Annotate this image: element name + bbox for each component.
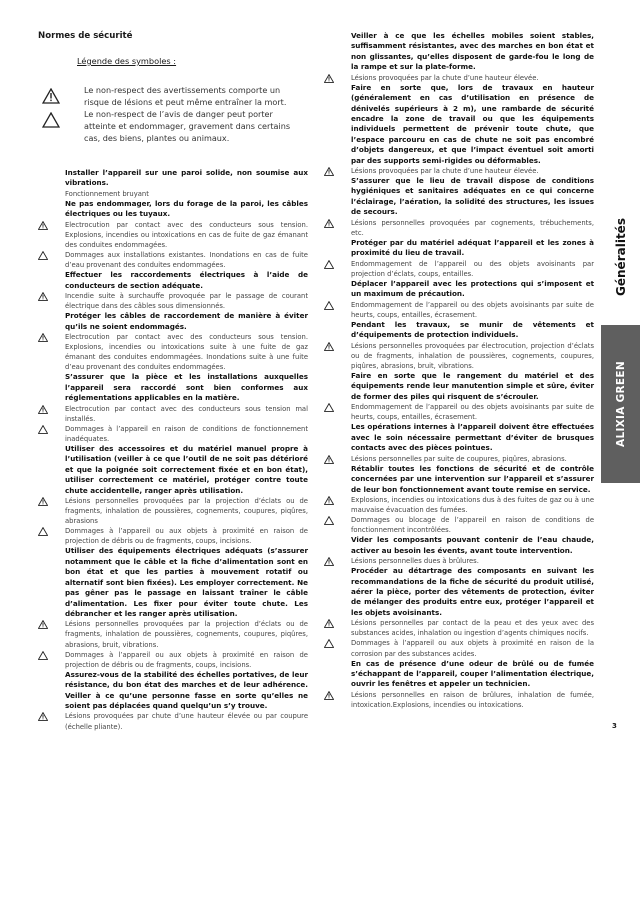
warning-triangle-outline-icon <box>324 639 334 648</box>
legend-text: Le non-respect des avertissements comporte un risque de lésions et peut même entraîner la mort. <box>84 85 287 107</box>
risk-item <box>324 300 594 320</box>
warning-triangle-icon <box>42 88 60 108</box>
risk-text: Lésions personnelles par suite de coupures, piqûres, abrasions. <box>351 454 567 463</box>
risk-item <box>324 690 594 710</box>
warning-triangle-icon <box>324 74 334 83</box>
instruction-item <box>324 464 594 495</box>
warning-triangle-outline-icon <box>38 527 48 536</box>
risk-item <box>324 454 594 464</box>
left-column <box>38 168 308 732</box>
risk-item <box>38 650 308 670</box>
instruction-text: Les opérations internes à l’appareil doivent être effectuées avec le soin nécessaire permettant d’éviter de brusques contacts avec des pièces pointues. <box>351 422 594 453</box>
risk-item <box>324 218 594 238</box>
instruction-text: Faire en sorte que le rangement du matériel et des équipements rende leur manutention simple et sûre, éviter de former des piles qui risquent de s’écrouler. <box>351 370 594 401</box>
warning-triangle-outline-icon <box>38 251 48 260</box>
risk-text: Endommagement de l’appareil ou des objets avoisinants par suite de heurts, coups, entailles, écrasement. <box>351 403 594 422</box>
warning-triangle-icon <box>38 405 48 414</box>
page-title: Normes de sécurité <box>38 31 133 41</box>
instruction-item <box>324 659 594 690</box>
instruction-item <box>38 670 308 712</box>
instruction-text: Rétablir toutes les fonctions de sécurité et de contrôle concernées par une intervention sur l’appareil et s’assurer de leur bon fonctionnement avant toute remise en service. <box>351 463 594 494</box>
risk-text: Electrocution par contact avec des conducteurs sous tension mal installés. <box>65 404 308 423</box>
risk-item <box>38 404 308 424</box>
warning-triangle-icon <box>324 496 334 505</box>
risk-item <box>324 259 594 279</box>
warning-triangle-icon <box>38 333 48 342</box>
risk-item <box>38 496 308 526</box>
warning-triangle-icon <box>38 292 48 301</box>
warning-triangle-icon <box>38 221 48 230</box>
section-title: Généralités <box>613 218 628 296</box>
risk-text: Explosions, incendies ou intoxications dus à des fuites de gaz ou à une mauvaise évacuation des fumées. <box>351 495 594 514</box>
risk-text: Lésions provoquées par chute d’une hauteur élevée ou par coupure (échelle pliante). <box>65 712 308 731</box>
warning-triangle-outline-icon <box>324 260 334 269</box>
instruction-text: Pendant les travaux, se munir de vêtements et d’équipements de protection individuels. <box>351 319 594 340</box>
risk-item <box>38 332 308 372</box>
instruction-item <box>38 311 308 332</box>
risk-text: Lésions provoquées par la chute d’une hauteur élevée. <box>351 166 539 175</box>
risk-item <box>324 166 594 176</box>
instruction-item <box>38 168 308 199</box>
risk-text: Lésions provoquées par la chute d’une hauteur élevée. <box>351 73 539 82</box>
instruction-text: Protéger les câbles de raccordement de manière à éviter qu’ils ne soient endommagés. <box>65 311 308 331</box>
legend-text: Le non-respect de l’avis de danger peut porter atteinte et endommager, gravement dans certains cas, des biens, plantes ou animaux. <box>84 109 291 143</box>
risk-text: Lésions personnelles provoquées par électrocution, projection d’éclats ou de fragments, inhalation de poussières, cognements, coupures, piqûres, abrasions, bruit, vibrations. <box>351 341 594 370</box>
risk-text: Dommages à l’appareil ou aux objets à proximité en raison de projection de débris ou de fragments, coups, incisions. <box>65 650 308 669</box>
risk-item <box>38 711 308 731</box>
instruction-text: Installer l’appareil sur une paroi solide, non soumise aux vibrations. <box>65 168 308 188</box>
warning-triangle-icon <box>324 557 334 566</box>
warning-triangle-outline-icon <box>324 516 334 525</box>
instruction-item <box>324 566 594 618</box>
instruction-item <box>38 444 308 496</box>
instruction-text: Faire en sorte que, lors de travaux en hauteur (généralement en cas d’utilisation en présence de dénivelés supérieurs à 2 m), une rambarde de sécurité encadre la zone de travail ou que les équipements individuels permettent de prévenir toute chute, que l’espace parcouru en cas de chute ne soit pas encombré d’objets dangereux, et que l’impact éventuel soit amorti par des supports semi-rigides ou déformables. <box>351 82 594 165</box>
page-number: 3 <box>612 722 617 730</box>
risk-text: Dommages à l’appareil ou aux objets à proximité en raison de la corrosion par des substances acides. <box>351 639 594 658</box>
risk-item <box>38 250 308 270</box>
risk-item <box>38 424 308 444</box>
instruction-text: Déplacer l’appareil avec les protections qui s’imposent et un maximum de précaution. <box>351 278 594 299</box>
warning-triangle-icon <box>38 497 48 506</box>
instruction-text: Utiliser des accessoires et du matériel manuel propre à l’utilisation (veiller à ce que l’outil de ne soit pas détérioré et que la poignée soit correctement fixée et en bon état), utiliser correctement ce matériel, protéger contre toute chute accidentelle, ranger après utilisation. <box>65 443 308 495</box>
risk-text: Lésions personnelles provoquées par cognements, trébuchements, etc. <box>351 218 594 237</box>
instruction-text: Procéder au détartrage des composants en suivant les recommandations de la fiche de sécurité du produit utilisé, aérer la pièce, porter des vêtements de protection, éviter de mélanger des produits entre eux, protéger l’appareil et les objets avoisinants. <box>351 566 594 617</box>
warning-triangle-icon <box>324 691 334 700</box>
instruction-item <box>324 371 594 402</box>
risk-text: Electrocution par contact avec des conducteurs sous tension. Explosions, incendies ou intoxications en cas de fuite de gaz émanant des conduites endommagées. <box>65 220 308 249</box>
sidebar-brand-band <box>601 325 640 483</box>
warning-triangle-icon <box>324 219 334 228</box>
risk-text: Dommages aux installations existantes. Inondations en cas de fuite d’eau provenant des conduites endommagées. <box>65 251 308 270</box>
risk-item <box>38 526 308 546</box>
instruction-item <box>324 422 594 453</box>
risk-item <box>324 402 594 422</box>
warning-triangle-outline-icon <box>38 425 48 434</box>
instruction-item <box>324 320 594 341</box>
risk-item <box>38 291 308 311</box>
warning-triangle-outline-icon <box>42 112 60 132</box>
instruction-text: En cas de présence d’une odeur de brûlé ou de fumée s’échappant de l’appareil, couper l’alimentation électrique, ouvrir les fenêtres et appeler un technicien. <box>351 658 594 689</box>
instruction-item <box>38 199 308 220</box>
instruction-text: S’assurer que la pièce et les installations auxquelles l’appareil sera raccordé sont bien conformes aux réglementations applicables en la matière. <box>65 372 308 403</box>
warning-triangle-icon <box>324 342 334 351</box>
risk-text: Dommages à l’appareil en raison de conditions de fonctionnement inadéquates. <box>65 424 308 443</box>
warning-triangle-icon <box>324 167 334 176</box>
risk-item <box>324 341 594 371</box>
risk-text: Electrocution par contact avec des conducteurs sous tension. Explosions, incendies ou intoxications suite à une fuite de gaz émanant des conduites endommagées. Inondations suite à une fuite d’eau provenant des conduites endommagées. <box>65 333 308 372</box>
instruction-text: Ne pas endommager, lors du forage de la paroi, les câbles électriques ou les tuyaux. <box>65 198 308 219</box>
instruction-text: Utiliser des équipements électriques adéquats (s’assurer notamment que le câble et la fiche d’alimentation sont en bon état et que les parties à mouvement rotatif ou alternatif sont bien fixées). Les employer correctement. Ne pas gêner pas le passage en laissant traîner le câble d’alimentation. Les fixer pour éviter toute chute. Les débrancher et les ranger après utilisation. <box>65 546 308 618</box>
instruction-item <box>324 83 594 166</box>
risk-text: Lésions personnelles en raison de brûlures, inhalation de fumée, intoxication.Explosions, incendies ou intoxications. <box>351 690 594 709</box>
brand-label: ALIXIA GREEN <box>614 361 627 447</box>
warning-triangle-icon <box>324 455 334 464</box>
risk-text: Lésions personnelles dues à brûlures. <box>351 557 479 566</box>
instruction-item <box>324 238 594 259</box>
instruction-item <box>324 535 594 556</box>
risk-item <box>38 220 308 250</box>
instruction-item <box>38 270 308 291</box>
instruction-text: S’assurer que le lieu de travail dispose de conditions hygiéniques et sanitaires adéquates en ce qui concerne l’éclairage, l’aération, la solidité des structures, les issues de secours. <box>351 176 594 217</box>
warning-triangle-icon <box>38 712 48 721</box>
risk-text: Fonctionnement bruyant <box>65 189 149 198</box>
risk-text: Incendie suite à surchauffe provoquée par le passage de courant électrique dans des câbles sous dimensionnés. <box>65 292 308 311</box>
risk-item <box>38 619 308 649</box>
risk-item <box>324 556 594 566</box>
instruction-item <box>324 279 594 300</box>
instruction-item <box>324 176 594 218</box>
instruction-text: Effectuer les raccordements électriques à l’aide de conducteurs de section adéquate. <box>65 270 308 290</box>
risk-item <box>324 618 594 638</box>
legend-item-caution <box>38 108 308 150</box>
instruction-text: Veiller à ce que les échelles mobiles soient stables, suffisamment résistantes, avec des marches en bon état et non glissantes, qu’elles disposent de garde-fou le long de la rampe et sur la plate-forme. <box>351 31 594 72</box>
risk-item <box>324 73 594 83</box>
risk-text: Dommages ou blocage de l’appareil en raison de conditions de fonctionnement incontrôlées. <box>351 516 594 535</box>
instruction-text: Vider les composants pouvant contenir de l’eau chaude, activer au besoin les évents, avant toute intervention. <box>351 535 594 555</box>
warning-triangle-outline-icon <box>38 651 48 660</box>
risk-text: Endommagement de l’appareil ou des objets avoisinants par suite de heurts, coups, entailles, écrasement. <box>351 300 594 319</box>
warning-triangle-icon <box>38 620 48 629</box>
warning-triangle-icon <box>324 619 334 628</box>
risk-text: Lésions personnelles provoquées par la projection d’éclats ou de fragments, inhalation de poussières, cognements, coupures, piqûres, abrasions, bruit, vibrations. <box>65 620 308 649</box>
legend-title: Légende des symboles : <box>77 56 177 66</box>
instruction-text: Assurez-vous de la stabilité des échelles portatives, de leur résistance, du bon état des marches et de leur adhérence. Veiller à ce qu’une personne fasse en sorte qu’elles ne soient pas déplacées quand quelqu’un s’y trouve. <box>65 669 308 710</box>
instruction-item <box>324 31 594 73</box>
risk-item <box>324 515 594 535</box>
risk-text: Dommages à l’appareil ou aux objets à proximité en raison de projection de débris ou de fragments, coups, incisions. <box>65 527 308 546</box>
instruction-item <box>38 372 308 403</box>
instruction-text: Protéger par du matériel adéquat l’appareil et les zones à proximité du lieu de travail. <box>351 237 594 258</box>
risk-text: Lésions personnelles provoquées par la projection d’éclats ou de fragments, inhalation de poussières, cognements, coupures, piqûres, abrasions <box>65 497 308 526</box>
instruction-item <box>38 546 308 619</box>
risk-text: Endommagement de l’appareil ou des objets avoisinants par projection d’éclats, coups, entailles. <box>351 259 594 278</box>
right-column <box>324 31 594 710</box>
risk-item <box>324 495 594 515</box>
warning-triangle-outline-icon <box>324 301 334 310</box>
sidebar-section-title <box>601 196 640 318</box>
warning-triangle-outline-icon <box>324 403 334 412</box>
risk-text: Lésions personnelles par contact de la peau et des yeux avec des substances acides, inhalation ou ingestion d’agents chimiques nocifs. <box>351 619 594 638</box>
risk-item <box>324 638 594 658</box>
